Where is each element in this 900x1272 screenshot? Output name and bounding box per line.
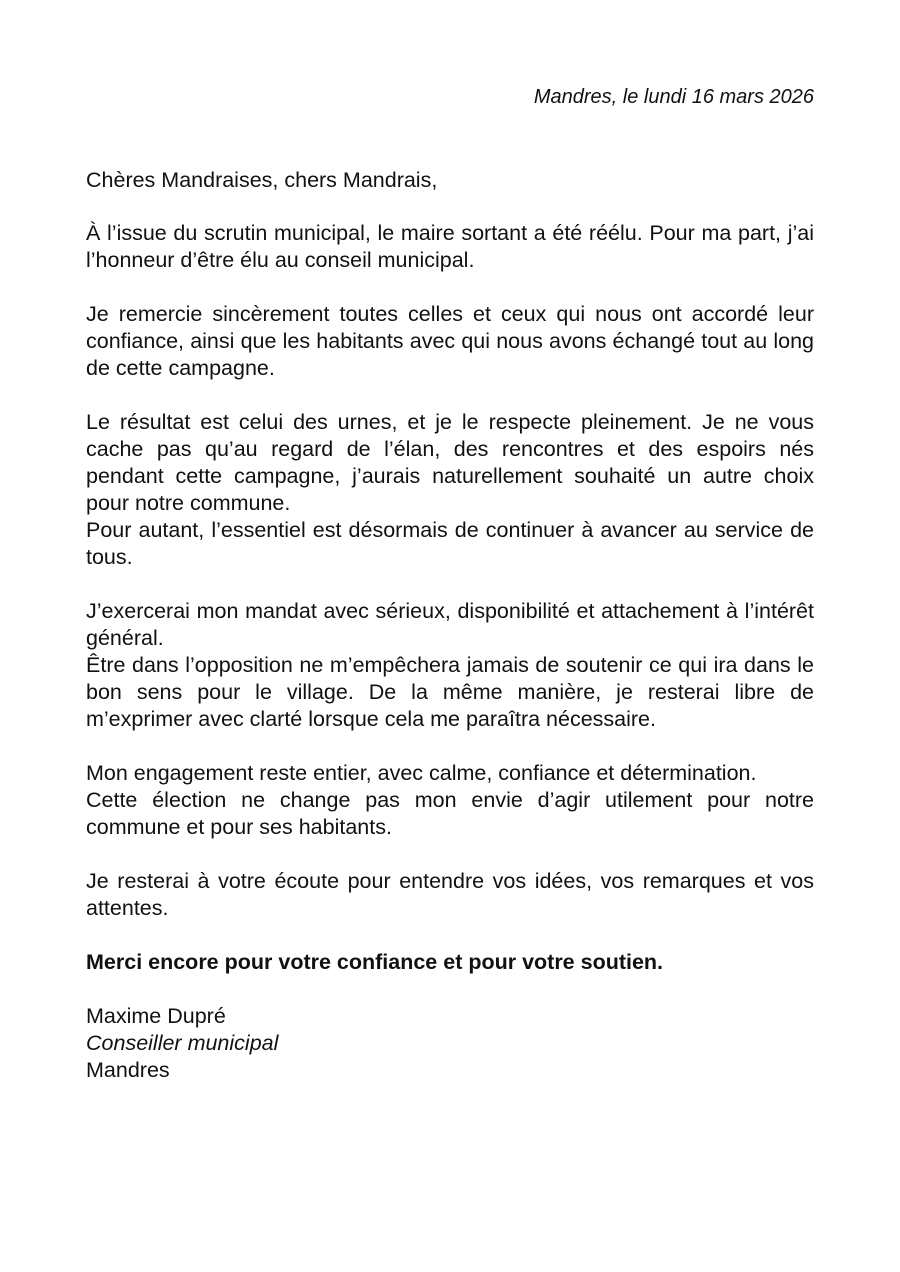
letter-date: Mandres, le lundi 16 mars 2026 xyxy=(533,86,814,108)
paragraph-respect-result: Le résultat est celui des urnes, et je le respecte pleinement. Je ne vous cache pas qu’au regard de l’élan, des rencontres et des espoirs nés pendant cette campagne, j’aurais naturellement souhaité un autre choix pour notre commune. xyxy=(86,410,814,515)
signature-title: Conseiller municipal xyxy=(86,1031,279,1055)
paragraph-engagement: Mon engagement reste entier, avec calme, confiance et détermination. xyxy=(86,761,757,785)
letter-greeting: Chères Mandraises, chers Mandrais, xyxy=(86,168,438,192)
paragraph-election-result: À l’issue du scrutin municipal, le maire sortant a été réélu. Pour ma part, j’ai l’honneur d’être élu au conseil municipal. xyxy=(86,221,814,272)
signature-place: Mandres xyxy=(86,1058,170,1082)
paragraph-opposition: Être dans l’opposition ne m’empêchera jamais de soutenir ce qui ira dans le bon sens pour le village. De la même manière, je resterai libre de m’exprimer avec clarté lorsque cela me paraîtra nécessaire. xyxy=(86,653,814,731)
paragraph-mandate: J’exercerai mon mandat avec sérieux, disponibilité et attachement à l’intérêt général. xyxy=(86,599,814,650)
paragraph-commitment: Cette élection ne change pas mon envie d’agir utilement pour notre commune et pour ses habitants. xyxy=(86,788,814,839)
letter-closing: Merci encore pour votre confiance et pour votre soutien. xyxy=(86,950,664,974)
paragraph-listening: Je resterai à votre écoute pour entendre vos idées, vos remarques et vos attentes. xyxy=(86,869,814,920)
paragraph-moving-forward: Pour autant, l’essentiel est désormais de continuer à avancer au service de tous. xyxy=(86,518,814,569)
signature-block xyxy=(86,1003,814,1084)
letter-body xyxy=(86,167,814,1084)
signature-name: Maxime Dupré xyxy=(86,1004,226,1028)
letter-page xyxy=(86,84,814,1084)
paragraph-thanks: Je remercie sincèrement toutes celles et ceux qui nous ont accordé leur confiance, ainsi que les habitants avec qui nous avons échangé tout au long de cette campagne. xyxy=(86,302,814,380)
